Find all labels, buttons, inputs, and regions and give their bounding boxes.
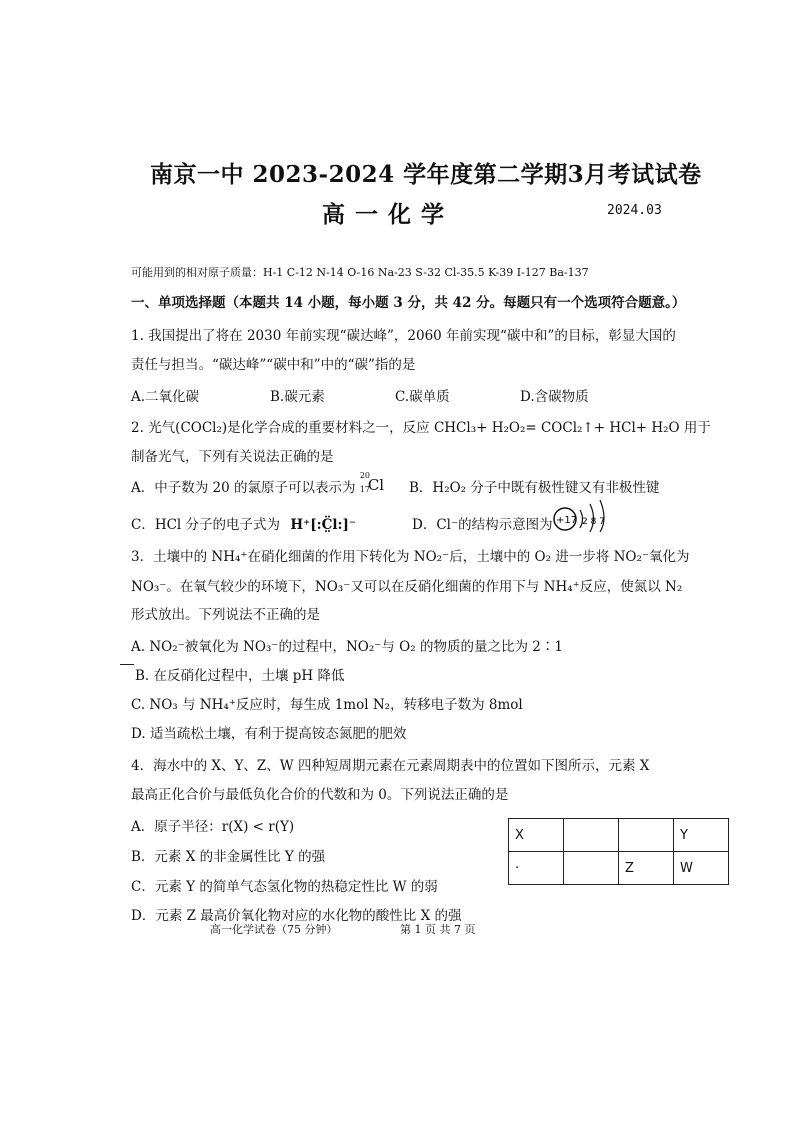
q3-line3: 形式放出。下列说法不正确的是 [131, 607, 320, 623]
q3-option-d: D. 适当疏松土壤，有利于提高铵态氮肥的肥效 [131, 726, 407, 742]
periodic-row [509, 819, 729, 852]
q2-line1: 2. 光气(COCl₂)是化学合成的重要材料之一，反应 CHCl₃+ H₂O₂= COCl₂↑+ HCl+ H₂O 用于 [131, 420, 711, 436]
chlorine-isotope [359, 471, 385, 496]
q2-option-d: D．Cl⁻的结构示意图为 [412, 517, 553, 533]
periodic-cell: · [509, 852, 564, 885]
q1-option-a: A.二氧化碳 [131, 389, 200, 405]
q1-line2: 责任与担当。“碳达峰”“碳中和”中的“碳”指的是 [131, 357, 416, 373]
q3-option-b: B. 在反硝化过程中，土壤 pH 降低 [135, 668, 345, 684]
q2-option-c-text: C．HCl 分子的电子式为 [131, 517, 281, 533]
chloride-ion-structure-diagram [552, 496, 614, 532]
isotope-symbol: Cl [367, 476, 385, 494]
periodic-row [509, 852, 729, 885]
q2-line2: 制备光气，下列有关说法正确的是 [131, 449, 334, 465]
q1-option-c: C.碳单质 [395, 389, 450, 405]
exam-subtitle: 高一化学 [322, 201, 454, 228]
q4-option-a: A．原子半径：r(X) < r(Y) [131, 819, 295, 835]
isotope-mass-number: 20 [359, 471, 370, 480]
q2-option-c [131, 513, 356, 533]
q2-option-a-text: A．中子数为 20 的氯原子可以表示为 [131, 480, 356, 496]
ion-nucleus-label: +17 [556, 515, 578, 526]
atomic-masses: 可能用到的相对原子质量：H-1 C-12 N-14 O-16 Na-23 S-32 Cl-35.5 K-39 I-127 Ba-137 [131, 266, 589, 279]
q4-line1: 4．海水中的 X、Y、Z、W 四种短周期元素在元素周期表中的位置如下图所示，元素 X [131, 758, 650, 774]
q3-line2: NO₃⁻。在氧气较少的环境下，NO₃⁻又可以在反硝化细菌的作用下与 NH₄⁺反应，使氮以 N₂ [131, 579, 683, 595]
q3-line1: 3．土壤中的 NH₄⁺在硝化细菌的作用下转化为 NO₂⁻后，土壤中的 O₂ 进一步将 NO₂⁻氧化为 [131, 549, 690, 565]
exam-date: 2024.03 [607, 203, 662, 218]
periodic-cell [564, 819, 619, 852]
q1-option-d: D.含碳物质 [520, 389, 589, 405]
hcl-electron-formula: H⁺[:C̤̈l:]⁻ [290, 517, 356, 533]
q4-option-b: B．元素 X 的非金属性比 Y 的强 [131, 849, 326, 865]
periodic-cell: Z [619, 852, 674, 885]
periodic-cell [619, 819, 674, 852]
footer-page-number: 第 1 页 共 7 页 [400, 923, 476, 936]
q3-option-a: A. NO₂⁻被氧化为 NO₃⁻的过程中，NO₂⁻与 O₂ 的物质的量之比为 2∶1 [131, 639, 563, 655]
q1-option-b: B.碳元素 [270, 389, 325, 405]
periodic-cell: Y [674, 819, 729, 852]
margin-mark [120, 664, 134, 665]
q4-option-c: C．元素 Y 的简单气态氢化物的热稳定性比 W 的弱 [131, 879, 438, 895]
q4-option-d: D．元素 Z 最高价氧化物对应的水化物的酸性比 X 的强 [131, 908, 462, 924]
periodic-cell [564, 852, 619, 885]
ion-shell-electrons: 2 8 7 [582, 517, 605, 527]
q1-line1: 1. 我国提出了将在 2030 年前实现“碳达峰”，2060 年前实现“碳中和”的目标，彰显大国的 [131, 328, 676, 344]
periodic-cell: X [509, 819, 564, 852]
q3-option-c: C. NO₃ 与 NH₄⁺反应时，每生成 1mol N₂，转移电子数为 8mol [131, 697, 523, 713]
periodic-cell: W [674, 852, 729, 885]
exam-title: 南京一中 2023-2024 学年度第二学期3月考试试卷 [150, 161, 702, 188]
isotope-atomic-number: 17 [359, 485, 370, 494]
section-heading: 一、单项选择题（本题共 14 小题，每小题 3 分，共 42 分。每题只有一个选项符合题意。） [131, 295, 686, 311]
footer-exam-info: 高一化学试卷（75 分钟） [210, 923, 338, 936]
q4-line2: 最高正化合价与最低负化合价的代数和为 0。下列说法正确的是 [131, 787, 509, 803]
q2-option-a [131, 471, 385, 496]
periodic-table-fragment [508, 818, 729, 885]
q2-option-b: B．H₂O₂ 分子中既有极性键又有非极性键 [409, 480, 660, 496]
